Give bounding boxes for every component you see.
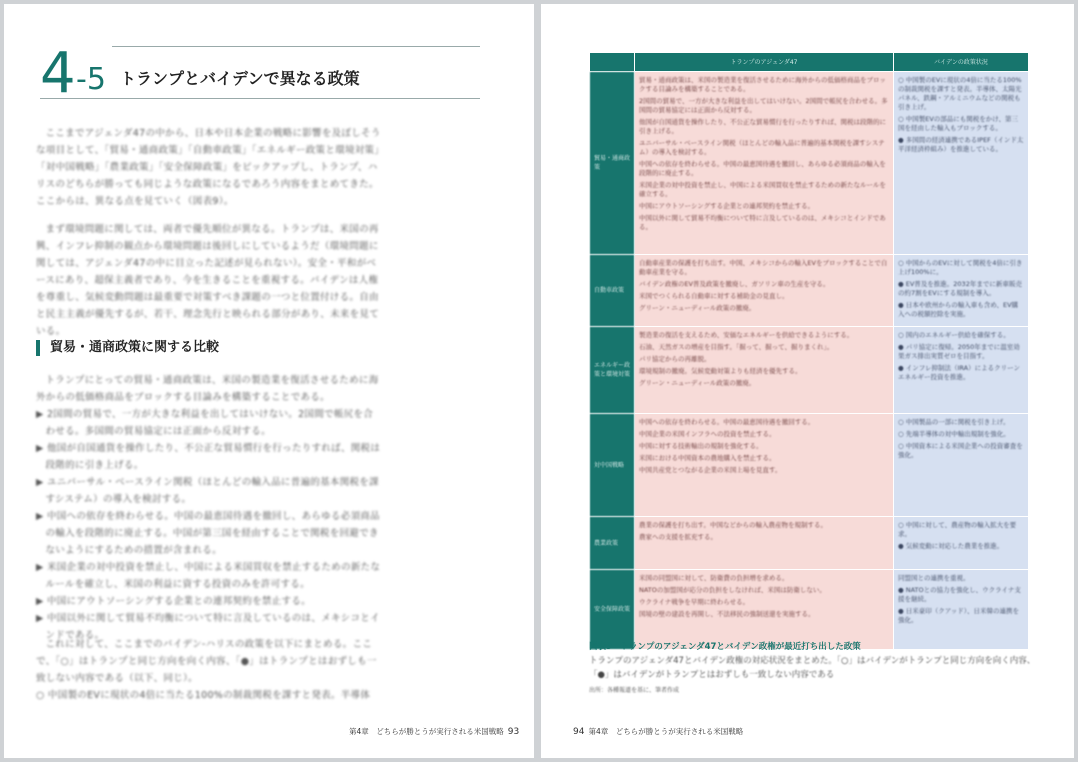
cell-line: ● 日米豪印（クアッド）、日米韓の連携を強化。 <box>898 607 1020 624</box>
table-row <box>590 327 1029 414</box>
table-row <box>590 570 1029 650</box>
page-number: 93 <box>507 727 520 737</box>
cell-line: ● 日本や欧州からの輸入車も含め、EV購入への税額控除を実施。 <box>898 301 1019 318</box>
cell-line: 農業の保護を打ち出す。中国などからの輸入農産物を規制する。 <box>639 521 827 529</box>
cell-line: 石油、天然ガスの増産を目指す。「掘って、掘って、掘りまくれ」。 <box>639 343 834 351</box>
cell-line: 農家への支援を拡充する。 <box>639 533 717 541</box>
bullet-item <box>36 559 381 593</box>
cell-biden <box>894 327 1029 414</box>
cell-line: 中国への依存を終わらせる。中国の最恵国待遇を撤回する。 <box>639 418 815 426</box>
cell-line: ○ 中国からのEVに対して関税を4倍に引き上げ100%に。 <box>898 259 1023 276</box>
bullet-marker-icon: ▶ <box>36 443 47 454</box>
cell-line: 2国間の貿易で、一方が大きな利益を出してはいけない。2国間で帳尻を合わせる。多国間の貿易協定には正面から反対する。 <box>639 97 888 114</box>
trade-intro: トランプにとっての貿易・通商政策は、米国の製造業を復活させるために海外からの低価格商品をブロックする目論みを構築することである。 <box>36 375 379 403</box>
cell-line: 中国への依存を終わらせる。中国の最恵国待遇を撤回し、あらゆる必須商品の輸入を段階的に廃止する。 <box>639 160 886 177</box>
folio-chapter: 第4章 どちらが勝とうが実行される米国戦略 <box>588 727 744 736</box>
caption-source: 出所：各種報道を基に、筆者作成 <box>589 687 680 694</box>
cell-biden <box>894 72 1029 255</box>
cell-line: ● EV普及を推進。2032年までに新車販売の約7割をEVにする規制を導入。 <box>898 280 1022 297</box>
cell-trump <box>635 570 894 650</box>
cell-line: ○ 中国製品の一部に関税を引き上げ。 <box>898 418 1010 426</box>
cell-line: 米国でつくられる自動車に対する補助金の見直し。 <box>639 292 789 300</box>
row-category: 貿易・通商政策 <box>590 72 635 255</box>
cell-biden <box>894 570 1029 650</box>
bullet-item <box>36 508 381 559</box>
bullet-item <box>36 440 381 474</box>
cell-trump <box>635 72 894 255</box>
table-header-empty <box>590 53 635 72</box>
page-title: トランプとバイデンで異なる政策 <box>120 69 360 88</box>
section-heading: 貿易・通商政策に関する比較 <box>36 340 219 356</box>
folio-chapter: 第4章 どちらが勝とうが実行される米国戦略 <box>349 727 504 736</box>
bullet-text: 2国間の貿易で、一方が大きな利益を出してはいけない。2国間で帳尻を合わせる。多国間の貿易協定には正面から反対する。 <box>45 409 374 437</box>
bullet-item <box>36 593 381 610</box>
table-row <box>590 414 1029 517</box>
row-category: エネルギー政策と環境対策 <box>590 327 635 414</box>
row-category: 安全保障政策 <box>590 570 635 650</box>
table-row <box>590 255 1029 327</box>
table-body <box>590 72 1029 650</box>
cell-line: ○ 国内のエネルギー供給を確保する。 <box>898 331 1010 339</box>
cell-line: 中国企業の米国インフラへの投資を禁止する。 <box>639 430 776 438</box>
right-folio <box>569 726 743 737</box>
caption-title: 図表9 トランプのアジェンダ47とバイデン政権が最近打ち出した政策 <box>589 642 861 652</box>
caption-body: トランプのアジェンダ47とバイデン政権の対応状況をまとめた。「○」はバイデンがトランプと同じ方向を向く内容、「●」はバイデンがトランプとはおずしも一致しない内容である <box>589 656 1036 680</box>
cell-line: ○ 中国製のEVに現状の4倍に当たる100%の制裁関税を課すと発表。半導体、太陽光パネル、鉄鋼・アルミニウムなどの関税も引き上げ。 <box>898 76 1022 111</box>
cell-line: NATOの加盟国が応分の負担をしなければ、米国は防衛しない。 <box>639 586 826 594</box>
cell-line: 環境規制の撤廃。気候変動対策よりも経済を優先する。 <box>639 367 802 375</box>
cell-line: 中国に対する技術輸出の規制を強化する。 <box>639 442 763 450</box>
header-rule-top <box>112 46 480 47</box>
table-row <box>590 517 1029 570</box>
left-page <box>4 4 534 758</box>
cell-line: 同盟国との連携を重視。 <box>898 574 970 582</box>
cell-line: 製造業の復活を支えるため、安価なエネルギーを供給できるようにする。 <box>639 331 854 339</box>
cell-line: ● インフレ抑制法（IRA）によるクリーンエネルギー投資を推進。 <box>898 364 1020 381</box>
bullet-marker-icon: ▶ <box>36 562 47 573</box>
cell-line: 他国が自国通貨を操作したり、不公正な貿易慣行を行ったりすれば、関税は段階的に引き上げる。 <box>639 118 886 135</box>
bullet-marker-icon: ▶ <box>36 511 47 522</box>
bullet-text: 他国が自国通貨を操作したり、不公正な貿易慣行を行ったりすれば、関税は段階的に引き上げる。 <box>45 443 381 471</box>
cell-line: ● パリ協定に復帰。2050年までに温室効果ガス排出実質ゼロを目指す。 <box>898 343 1020 360</box>
bullet-marker-icon: ▶ <box>36 477 47 488</box>
cell-line: 貿易・通商政策は、米国の製造業を復活させるために海外からの低価格商品をブロックする目論みを構築することである。 <box>639 76 886 93</box>
cell-line: ウクライナ戦争を早期に終わらせる。 <box>639 598 750 606</box>
table-header-biden: バイデンの政策状況 <box>894 53 1029 72</box>
cell-line: 中国以外に関して貿易不均衡について特に言及しているのは、メキシコとインドである。 <box>639 214 886 231</box>
comparison-table <box>589 52 1029 650</box>
page-number: 94 <box>573 727 585 737</box>
cell-biden <box>894 255 1029 327</box>
cell-line: パリ協定からの再離脱。 <box>639 355 711 363</box>
cell-line: ● 多国間の経済連携であるIPEF（インド太平洋経済枠組み）を推進している。 <box>898 136 1024 153</box>
last-item: ○ 中国製のEVに現状の4倍に当たる100%の制裁関税を課すと発表。半導体 <box>36 690 371 701</box>
cell-line: 国境の壁の建設を再開し、不法移民の強制送還を実施する。 <box>639 610 815 618</box>
row-category: 自動車政策 <box>590 255 635 327</box>
bullet-marker-icon: ▶ <box>36 596 47 607</box>
cell-trump <box>635 517 894 570</box>
row-category: 対中国戦略 <box>590 414 635 517</box>
cell-line: 米国における中国資本の農地購入を禁止する。 <box>639 454 776 462</box>
cell-line: バイデン政権のEV普及政策を撤廃し、ガソリン車の生産を守る。 <box>639 280 830 288</box>
cell-line: 米国の同盟国に対して、防衛費の負担増を求める。 <box>639 574 789 582</box>
figure-caption <box>589 640 1039 698</box>
cell-line: 中国共産党とつながる企業の米国上場を見直す。 <box>639 466 782 474</box>
section-header <box>40 41 480 106</box>
cell-trump <box>635 414 894 517</box>
second-paragraph: まず環境問題に関しては、両者で優先順位が異なる。トランプは、米国の再興、インフレ抑制の観点から環境問題は後回しにしているようだ（環境問題に関しては、アジェンダ47の中に目立った記述が見られない）。安全・平和がベースにあり、超保主義者であり、今を生きることを重視する。バイデンは人権を尊重し、気候変動問題は最重要で対策すべき課題の一つと位置付ける。自由と民主主義が優先するが、若干、理念先行と映られる部分があり、未来を見ている。 <box>36 224 380 337</box>
section-number: -5 <box>76 62 106 97</box>
closing-paragraph: これに対して、ここまでのバイデン-ハリスの政策を以下にまとめる。ここで、「○」はトランプと同じ方向を向く内容、「●」はトランプとはおずしも一致しない内容である（以下、同じ）。 <box>36 639 377 684</box>
bullet-marker-icon: ▶ <box>36 613 47 624</box>
cell-line: グリーン・ニューディール政策の撤廃。 <box>639 304 756 312</box>
chapter-number: 4 <box>40 41 76 106</box>
cell-line: ● NATOとの協力を強化し、ウクライナ支援を継続。 <box>898 586 1021 603</box>
cell-line: 自動車産業の保護を打ち出す。中国、メキシコからの輸入EVをブロックすることで自動車産業を守る。 <box>639 259 888 276</box>
header-rule-bottom <box>40 98 480 99</box>
cell-line: ○ 先端半導体の対中輸出規制を強化。 <box>898 430 1010 438</box>
cell-line: ○ 中国に対して、農産物の輸入拡大を要求。 <box>898 521 1017 538</box>
bullet-text: 中国にアウトソーシングする企業との連邦契約を禁止する。 <box>46 596 311 607</box>
table-header-trump: トランプのアジェンダ47 <box>635 53 894 72</box>
bullet-item <box>36 406 381 440</box>
cell-trump <box>635 327 894 414</box>
cell-line: ○ 中国資本による米国企業への投資審査を強化。 <box>898 442 1023 459</box>
cell-line: 米国企業の対中投資を禁止し、中国による米国買収を禁止するための新たなルールを確立する。 <box>639 181 886 198</box>
right-page <box>541 4 1074 758</box>
table-row <box>590 72 1029 255</box>
bullet-text: 中国以外に関して貿易不均衡について特に言及しているのは、メキシコとインドである。 <box>45 613 380 641</box>
cell-trump <box>635 255 894 327</box>
cell-line: ○ 中国製EVの部品にも関税をかけ、第三国を経由した輸入もブロックする。 <box>898 115 1019 132</box>
cell-biden <box>894 517 1029 570</box>
cell-line: グリーン・ニューディール政策の撤廃。 <box>639 379 756 387</box>
bullet-text: ユニバーサル・ベースライン関税（ほとんどの輸入品に普遍的基本関税を課すシステム）の導入を検討する。 <box>45 477 379 505</box>
cell-line: ● 気候変動に対応した農業を推進。 <box>898 542 1004 550</box>
bullet-marker-icon: ▶ <box>36 409 47 420</box>
cell-line: ユニバーサル・ベースライン関税（ほとんどの輸入品に普遍的基本関税を課すシステム）の導入を検討する。 <box>639 139 885 156</box>
row-category: 農業政策 <box>590 517 635 570</box>
bullet-text: 中国への依存を終わらせる。中国の最恵国待遇を撤回し、あらゆる必須商品の輸入を段階的に廃止する。中国が第三国を経由することで関税を回避できないようにするための措置が含まれる。 <box>45 511 380 556</box>
cell-line: 中国にアウトソーシングする企業との連邦契約を禁止する。 <box>639 202 815 210</box>
left-folio <box>349 726 523 737</box>
cell-biden <box>894 414 1029 517</box>
bullet-item <box>36 474 381 508</box>
bullet-text: 米国企業の対中投資を禁止し、中国による米国買収を禁止するための新たなルールを確立し、米国の利益に資する投資のみを許可する。 <box>45 562 381 590</box>
bullet-list <box>36 406 381 644</box>
intro-paragraph: ここまでアジェンダ47の中から、日本や日本企業の戦略に影響を及ぼしそうな項目として、「貿易・通商政策」「自動車政策」「エネルギー政策と環境対策」「対中国戦略」「農業政策」「安全保障政策」をピックアップし、トランプ、ハリスのどちらが勝っても同じような政策になるであろう内容をまとめてきた。ここからは、異なる点を見ていく（図表9）。 <box>36 128 381 207</box>
